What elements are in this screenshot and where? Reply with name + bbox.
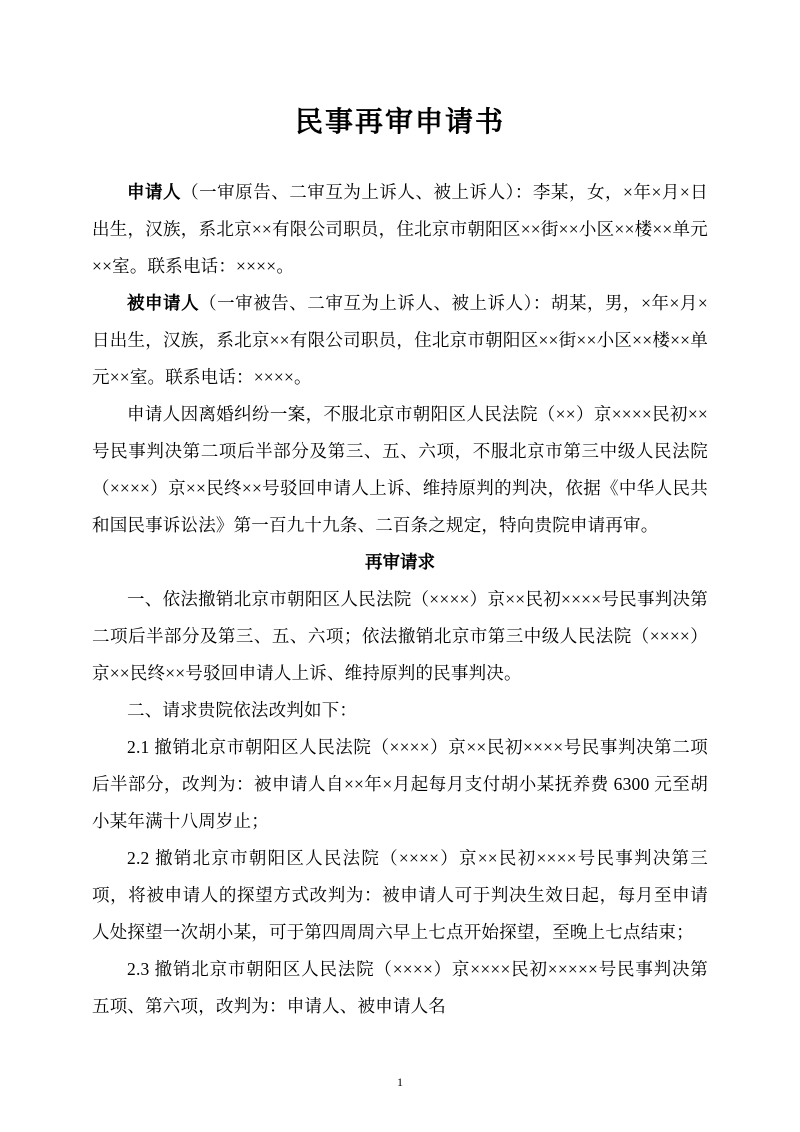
page-title: 民事再审申请书 [294,107,505,138]
respondent-text: （一审被告、二审互为上诉人、被上诉人）：胡某，男，×年×月×日出生，汉族，系北京××有限公司职员，住北京市朝阳区××街××小区××楼××单元××室。联系电话：××××。 [92,293,708,387]
paragraph-respondent [92,285,708,396]
request-item-2-2: 2.2 撤销北京市朝阳区人民法院（××××）京××民初××××号民事判决第三项，将被申请人的探望方式改判为：被申请人可于判决生效日起，每月至申请人处探望一次胡小某，可于第四周周六早上七点开始探望，至晚上七点结束； [92,848,708,942]
request-item-2: 二、请求贵院依法改判如下： [127,700,358,720]
request-item-1: 一、依法撤销北京市朝阳区人民法院（××××）京××民初××××号民事判决第二项后半部分及第三、五、六项；依法撤销北京市第三中级人民法院（××××）京××民终××号驳回申请人上诉、维持原判的民事判决。 [92,589,708,683]
paragraph-case-summary: 申请人因离婚纠纷一案，不服北京市朝阳区人民法院（××）京××××民初××号民事判决第二项后半部分及第三、五、六项，不服北京市第三中级人民法院（××××）京××民终××号驳回申请人上诉、维持原判的判决，依据《中华人民共和国民事诉讼法》第一百九十九条、二百条之规定，特向贵院申请再审。 [92,404,708,535]
section-heading-retrial-request: 再审请求 [365,552,435,572]
page-number: 1 [397,1075,403,1089]
respondent-label: 被申请人 [127,293,200,313]
request-item-2-1: 2.1 撤销北京市朝阳区人民法院（××××）京××民初××××号民事判决第二项后半部分，改判为：被申请人自××年×月起每月支付胡小某抚养费 6300 元至胡小某年满十八周岁止； [92,737,708,831]
applicant-label: 申请人 [127,182,182,202]
request-item-2-3: 2.3 撤销北京市朝阳区人民法院（××××）京××××民初×××××号民事判决第五项、第六项，改判为：申请人、被申请人名 [92,959,708,1016]
applicant-text: （一审原告、二审互为上诉人、被上诉人）：李某，女，×年×月×日出生，汉族，系北京××有限公司职员，住北京市朝阳区××街××小区××楼××单元××室。联系电话：××××。 [92,182,708,276]
paragraph-applicant [92,174,708,285]
